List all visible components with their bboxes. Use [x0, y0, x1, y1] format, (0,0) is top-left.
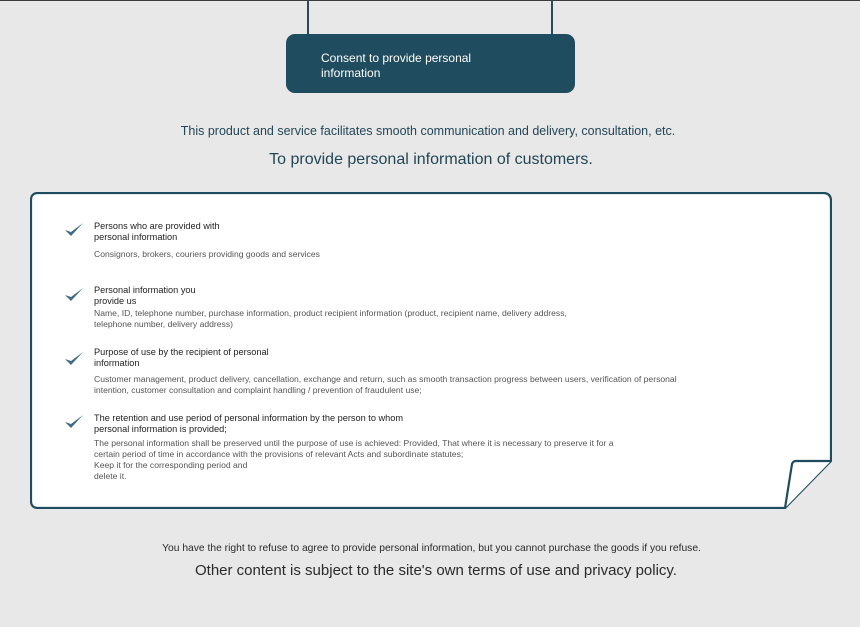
checkmark-icon: [64, 414, 84, 430]
item-2-title-line-2: provide us: [94, 296, 137, 306]
item-4-title-line-1: The retention and use period of personal information by the person to whom: [94, 413, 403, 423]
banner-title: Consent to provide personal information: [321, 51, 472, 80]
item-4-desc-line-4: delete it.: [94, 471, 127, 481]
item-2-desc: [94, 308, 567, 330]
item-3-title-line-1: Purpose of use by the recipient of personal: [94, 347, 269, 357]
item-4-title-line-2: personal information is provided;: [94, 424, 227, 434]
checkmark-icon: [64, 222, 84, 238]
item-1-desc: [94, 249, 320, 260]
item-4-title: [94, 413, 403, 435]
item-1-title-line-1: Persons who are provided with: [94, 221, 220, 231]
item-2-title: [94, 285, 196, 307]
item-3-desc-line-2: intention, customer consultation and complaint handling / prevention of fraudulent use;: [94, 385, 422, 395]
item-4-desc-line-2: certain period of time in accordance with the provisions of relevant Acts and subordinate statutes;: [94, 449, 464, 459]
item-3-desc-line-1: Customer management, product delivery, cancellation, exchange and return, such as smooth transaction progress between users, verification of personal: [94, 374, 677, 384]
checkmark-icon: [64, 287, 84, 303]
consent-card: [30, 192, 832, 509]
item-2-desc-line-2: telephone number, delivery address): [94, 319, 234, 329]
footer-refusal-note: You have the right to refuse to agree to provide personal information, but you cannot purchase the goods if you refuse.: [162, 543, 701, 554]
consent-banner: [286, 34, 575, 93]
checkmark-icon: [64, 351, 84, 367]
item-4-desc-line-3: Keep it for the corresponding period and: [94, 460, 248, 470]
item-4-desc-line-1: The personal information shall be preserved until the purpose of use is achieved: Provided, That where it is necessary to preserve it for a: [94, 438, 614, 448]
top-border-line: [0, 0, 860, 1]
banner-hanger-left: [307, 0, 309, 36]
item-1-title-line-2: personal information: [94, 232, 178, 242]
banner-hanger-right: [551, 0, 553, 36]
intro-line-2: To provide personal information of customers.: [269, 151, 593, 168]
item-1-desc-line-1: Consignors, brokers, couriers providing goods and services: [94, 249, 320, 259]
footer-terms-note: Other content is subject to the site's own terms of use and privacy policy.: [195, 562, 677, 579]
item-3-title-line-2: information: [94, 358, 140, 368]
item-3-desc: [94, 374, 677, 396]
intro-line-1: This product and service facilitates smooth communication and delivery, consultation, etc.: [180, 124, 676, 138]
item-1-title: [94, 221, 220, 243]
item-2-desc-line-1: Name, ID, telephone number, purchase information, product recipient information (product, recipient name, delivery address,: [94, 308, 567, 318]
item-4-desc: [94, 438, 614, 482]
item-3-title: [94, 347, 269, 369]
item-2-title-line-1: Personal information you: [94, 285, 196, 295]
